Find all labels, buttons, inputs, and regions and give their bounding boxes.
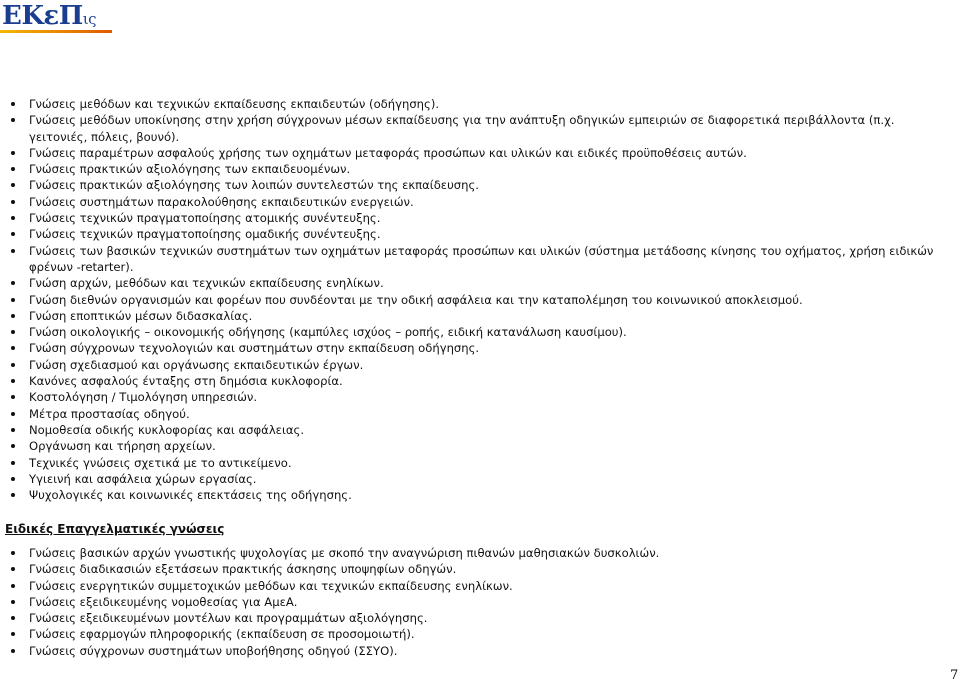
- list-item: [0, 210, 945, 226]
- bullet-icon: [11, 412, 15, 416]
- bullet-icon: [11, 249, 15, 253]
- list-item: [0, 357, 945, 373]
- bullet-icon: [11, 493, 15, 497]
- bullet-icon: [11, 346, 15, 350]
- list-item-text: Γνώση σύγχρονων τεχνολογιών και συστημάτων στην εκπαίδευση οδήγησης.: [29, 341, 480, 356]
- list-item-text: Γνώσεις βασικών αρχών γνωστικής ψυχολογίας με σκοπό την αναγνώριση πιθανών μαθησιακών δυσκολιών.: [29, 546, 660, 560]
- list-item-text: Ψυχολογικές και κοινωνικές επεκτάσεις της οδήγησης.: [29, 488, 352, 503]
- list-item: [0, 308, 945, 324]
- bullet-icon: [11, 102, 15, 106]
- list-item: [0, 226, 945, 242]
- list-item-text: Γνώσεις εξειδικευμένων μοντέλων και προγραμμάτων αξιολόγησης.: [29, 611, 428, 626]
- bullet-icon: [11, 379, 15, 383]
- page-number: 7: [950, 668, 959, 683]
- list-item: [0, 471, 945, 487]
- list-item: [0, 594, 945, 610]
- list-item: [0, 112, 945, 145]
- logo-text: ΕΚεΠις: [2, 0, 97, 31]
- bullet-icon: [11, 232, 15, 236]
- bullet-icon: [11, 567, 15, 571]
- list-item-text: Γνώσεις μεθόδων και τεχνικών εκπαίδευσης εκπαιδευτών (οδήγησης).: [29, 97, 440, 111]
- bullet-icon: [11, 330, 15, 334]
- list-item-text: Νομοθεσία οδικής κυκλοφορίας και ασφάλειας.: [29, 422, 305, 437]
- list-item-text: Τεχνικές γνώσεις σχετικά με το αντικείμενο.: [29, 455, 292, 470]
- list-item-text: Γνώσεις σύγχρονων συστημάτων υποβοήθησης οδηγού (ΣΣΥΟ).: [29, 643, 398, 658]
- bullet-icon: [11, 395, 15, 399]
- list-item: [0, 161, 945, 177]
- bullet-icon: [11, 444, 15, 448]
- list-item-text: Γνώση εποπτικών μέσων διδασκαλίας.: [29, 308, 253, 323]
- bullet-icon: [11, 551, 15, 555]
- list-item-text: Γνώσεις παραμέτρων ασφαλούς χρήσης των οχημάτων μεταφοράς προσώπων και υλικών και ειδικές προϋποθέσεις αυτών.: [29, 145, 747, 160]
- list-item-text: Γνώση διεθνών οργανισμών και φορέων που συνδέονται με την οδική ασφάλεια και την καταπολέμηση του κοινωνικού αποκλεισμού.: [29, 292, 803, 307]
- bullet-icon: [11, 167, 15, 171]
- bullet-icon: [11, 600, 15, 604]
- list-item: [0, 406, 945, 422]
- list-item: [0, 324, 945, 340]
- list-item: [0, 275, 945, 291]
- bullet-icon: [11, 461, 15, 465]
- list-item-text: Γνώσεις τεχνικών πραγματοποίησης ομαδικής συνέντευξης.: [29, 227, 381, 242]
- list-item: [0, 373, 945, 389]
- bullet-icon: [11, 363, 15, 367]
- bullet-icon: [11, 183, 15, 187]
- bullet-icon: [11, 281, 15, 285]
- list-item: [0, 643, 945, 659]
- list-item-text: Γνώσεις τεχνικών πραγματοποίησης ατομικής συνέντευξης.: [29, 211, 381, 226]
- bullet-icon: [11, 584, 15, 588]
- knowledge-list: [0, 96, 945, 503]
- list-item: [0, 610, 945, 626]
- list-item-text: Γνώσεις διαδικασιών εξετάσεων πρακτικής άσκησης υποψηφίων οδηγών.: [29, 562, 457, 577]
- list-item-text: Κοστολόγηση / Τιμολόγηση υπηρεσιών.: [29, 390, 258, 405]
- list-item: [0, 578, 945, 594]
- list-item: [0, 545, 945, 561]
- list-item-text: Μέτρα προστασίας οδηγού.: [29, 406, 190, 421]
- list-item-text: Γνώσεις εξειδικευμένης νομοθεσίας για ΑμεΑ.: [29, 594, 298, 609]
- list-item: [0, 243, 945, 276]
- bullet-icon: [11, 477, 15, 481]
- list-item-text: Γνώση αρχών, μεθόδων και τεχνικών εκπαίδευσης ενηλίκων.: [29, 276, 384, 291]
- list-item: [0, 561, 945, 577]
- list-item: [0, 438, 945, 454]
- bullet-icon: [11, 616, 15, 620]
- list-item: [0, 145, 945, 161]
- list-item: [0, 422, 945, 438]
- bullet-icon: [11, 118, 15, 122]
- bullet-icon: [11, 314, 15, 318]
- list-item: [0, 487, 945, 503]
- list-item-text: Γνώση οικολογικής – οικονομικής οδήγησης (καμπύλες ισχύος – ροπής, ειδική κατανάλωση καυσίμου).: [29, 325, 627, 340]
- list-item: [0, 340, 945, 356]
- bullet-icon: [11, 649, 15, 653]
- logo-underline: [0, 30, 112, 33]
- list-item: [0, 292, 945, 308]
- list-item: [0, 177, 945, 193]
- list-item-text: Γνώσεις των βασικών τεχνικών συστημάτων των οχημάτων μεταφοράς προσώπων και υλικών (σύστημα μετάδοσης κίνησης του οχήματος, χρήση ειδικών φρένων -retarter).: [29, 243, 934, 274]
- bullet-icon: [11, 200, 15, 204]
- logo: [0, 0, 96, 34]
- bullet-icon: [11, 216, 15, 220]
- bullet-icon: [11, 151, 15, 155]
- list-item-text: Υγιεινή και ασφάλεια χώρων εργασίας.: [29, 471, 257, 486]
- list-item: [0, 194, 945, 210]
- list-item: [0, 389, 945, 405]
- list-item-text: Οργάνωση και τήρηση αρχείων.: [29, 439, 216, 454]
- list-item-text: Γνώσεις μεθόδων υποκίνησης στην χρήση σύγχρονων μέσων εκπαίδευσης για την ανάπτυξη οδηγικών εμπειριών σε διαφορετικά περιβάλλοντα (π.χ. γειτονιές, πόλεις, βουνό).: [29, 113, 895, 144]
- list-item-text: Γνώση σχεδιασμού και οργάνωσης εκπαιδευτικών έργων.: [29, 357, 364, 372]
- list-item: [0, 96, 945, 112]
- bullet-icon: [11, 428, 15, 432]
- list-item-text: Γνώσεις ενεργητικών συμμετοχικών μεθόδων και τεχνικών εκπαίδευσης ενηλίκων.: [29, 578, 513, 593]
- bullet-icon: [11, 632, 15, 636]
- list-item: [0, 626, 945, 642]
- list-item-text: Γνώσεις πρακτικών αξιολόγησης των εκπαιδευομένων.: [29, 162, 351, 177]
- bullet-icon: [11, 298, 15, 302]
- section-heading: Ειδικές Επαγγελματικές γνώσεις: [5, 522, 225, 536]
- list-item-text: Γνώσεις συστημάτων παρακολούθησης εκπαιδευτικών ενεργειών.: [29, 194, 414, 209]
- list-item: [0, 455, 945, 471]
- list-item-text: Κανόνες ασφαλούς ένταξης στη δημόσια κυκλοφορία.: [29, 374, 343, 389]
- list-item-text: Γνώσεις εφαρμογών πληροφορικής (εκπαίδευση σε προσομοιωτή).: [29, 627, 415, 642]
- list-item-text: Γνώσεις πρακτικών αξιολόγησης των λοιπών συντελεστών της εκπαίδευσης.: [29, 178, 479, 193]
- special-knowledge-list: [0, 545, 945, 659]
